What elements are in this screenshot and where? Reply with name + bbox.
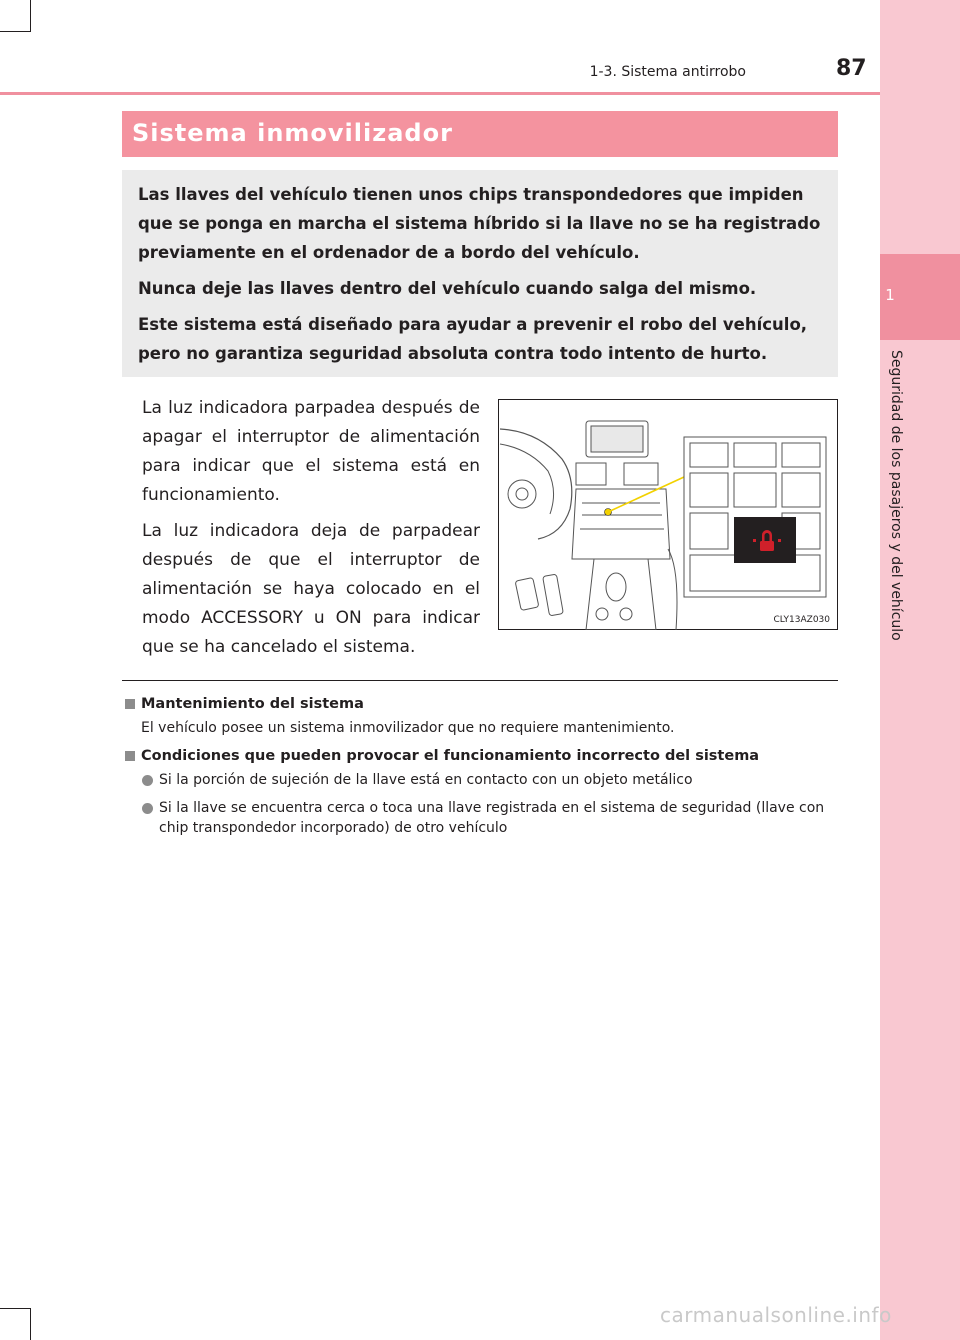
round-bullet-icon [142, 775, 153, 786]
intro-paragraph: Nunca deje las llaves dentro del vehículo cuando salga del mismo. [138, 279, 757, 298]
notes-section [122, 694, 838, 846]
illustration-code: CLY13AZ030 [773, 615, 830, 625]
bullet-text: Si la porción de sujeción de la llave está en contacto con un objeto metálico [159, 772, 693, 788]
section-title: Sistema inmovilizador [122, 111, 838, 157]
square-bullet-icon [125, 751, 135, 761]
dashboard-illustration [498, 399, 838, 630]
watermark: carmanualsonline.info [660, 1303, 892, 1327]
header-rule [0, 92, 880, 95]
bullet-item [122, 770, 838, 790]
note-heading-text: Condiciones que pueden provocar el funcionamiento incorrecto del sistema [141, 748, 760, 764]
note-heading [122, 694, 838, 714]
body-paragraph: La luz indicadora parpadea después de apagar el interruptor de alimentación para indicar que el sistema está en funcionamiento. [142, 398, 480, 505]
body-text [142, 394, 480, 669]
bullet-text: Si la llave se encuentra cerca o toca una llave registrada en el sistema de seguridad (llave con chip transpondedor incorporado) de otro vehículo [159, 800, 825, 836]
bullet-item [122, 798, 838, 838]
intro-paragraph: Las llaves del vehículo tienen unos chips transpondedores que impiden que se ponga en marcha el sistema híbrido si la llave no se ha registrado previamente en el ordenador de a bordo del vehículo. [138, 185, 821, 262]
round-bullet-icon [142, 803, 153, 814]
section-rule [122, 680, 838, 681]
running-head: 1-3. Sistema antirrobo [589, 64, 746, 80]
crop-mark [0, 1308, 30, 1309]
note-heading [122, 746, 838, 766]
page-number: 87 [836, 56, 867, 81]
crop-mark [0, 31, 30, 32]
chapter-number: 1 [885, 286, 895, 304]
note-text: El vehículo posee un sistema inmovilizador que no requiere mantenimiento. [141, 720, 675, 736]
intro-paragraph: Este sistema está diseñado para ayudar a prevenir el robo del vehículo, pero no garantiza seguridad absoluta contra todo intento de hurto. [138, 315, 808, 363]
intro-box [122, 170, 838, 377]
chapter-sidebar [880, 0, 960, 1340]
chapter-title: Seguridad de los pasajeros y del vehículo [888, 350, 904, 641]
security-indicator-lock-icon [734, 517, 796, 563]
crop-mark [30, 0, 31, 32]
note-heading-text: Mantenimiento del sistema [141, 696, 364, 712]
crop-mark [30, 1308, 31, 1340]
square-bullet-icon [125, 699, 135, 709]
body-paragraph: La luz indicadora deja de parpadear después de que el interruptor de alimentación se haya colocado en el modo ACCESSORY u ON para indicar que se ha cancelado el sistema. [142, 521, 480, 657]
